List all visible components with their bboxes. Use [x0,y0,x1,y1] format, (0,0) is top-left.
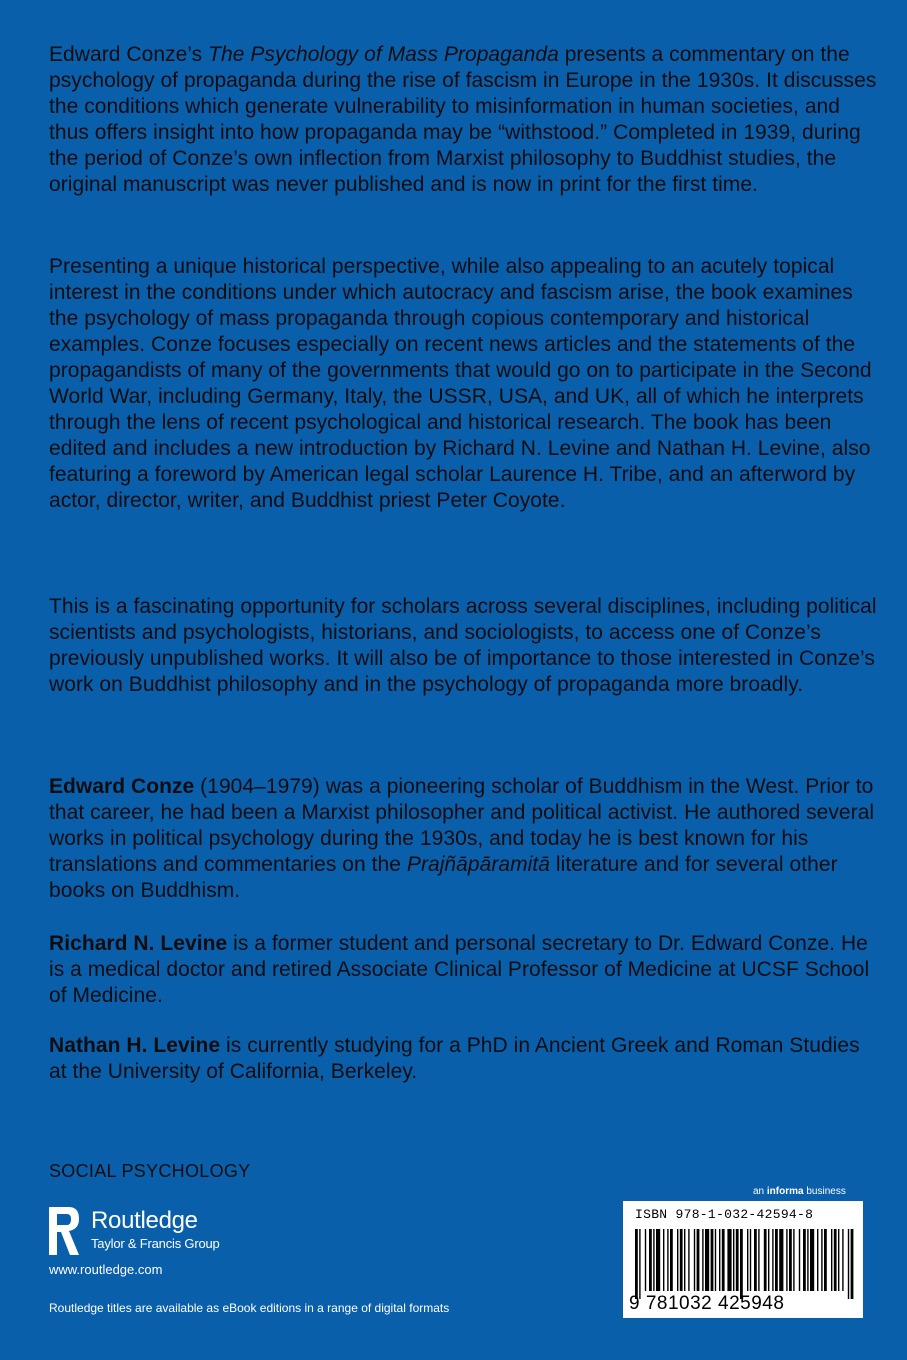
barcode-bar [848,1229,849,1299]
barcode-bar [842,1229,843,1291]
barcode-bar [793,1229,794,1291]
barcode-bar [667,1229,668,1291]
barcode-bar [810,1229,814,1291]
barcode-bar [715,1229,716,1291]
barcode-bar [824,1229,827,1291]
barcode-bar [803,1229,806,1291]
informa-post: business [803,1186,846,1197]
bio-italic-term: Prajñāpāramitā [406,853,550,876]
bio-text: is a former student and personal secretary to Dr. Edward Conze. He is a medical doctor and retired Associate Clinical Professor of Medicine at UCSF School of Medicine. [49,932,870,1007]
barcode-bar [747,1229,748,1291]
p1-body: presents a commentary on the psychology of propaganda during the rise of fascism in Europe in the 1930s. It discusses the conditions which generate vulnerability to misinformation in human societies, and thus offers insight into how propaganda may be “withstood.” Completed in 1939, during the period of Conze’s own inflection from Marxist philosophy to Buddhist studies, the original manuscript was never published and is now in print for the first time. [49,43,877,196]
bio-edward-conze [49,774,879,904]
barcode-bar [821,1229,822,1291]
barcode-bar [702,1229,703,1291]
barcode-bar [838,1229,839,1291]
book-title: The Psychology of Mass Propaganda [208,43,559,66]
ebook-note: Routledge titles are available as eBook editions in a range of digital formats [49,1301,450,1315]
bio-text: is currently studying for a PhD in Ancient Greek and Roman Studies at the University of California, Berkeley. [49,1034,860,1083]
barcode-bar [736,1229,739,1291]
barcode-bar [684,1229,685,1291]
barcode-bar [653,1229,654,1291]
informa-pre: an [753,1186,767,1197]
barcode-bar [697,1229,700,1291]
bio-name: Nathan H. Levine [49,1034,221,1057]
routledge-logo [43,1205,283,1257]
barcode-bar [764,1229,767,1291]
publisher-group: Taylor & Francis Group [91,1236,220,1251]
publisher-name: Routledge [91,1207,198,1234]
bio-text: (1904–1979) was a pioneering scholar of Buddhism in the West. Prior to that career, he had been a Marxist philosopher and political activist. He authored several works in political psychology during the 1930s, and today he is best known for his translations and commentaries on the [49,775,875,876]
barcode-bar [779,1229,783,1291]
barcode-bar [775,1229,778,1291]
bio-name: Richard N. Levine [49,932,228,955]
routledge-logo-icon [43,1205,83,1257]
barcode-bar [754,1229,757,1291]
barcode-bar [635,1229,638,1299]
barcode-bar [649,1229,652,1291]
isbn-barcode [623,1201,863,1318]
p3-text: This is a fascinating opportunity for scholars across several disciplines, including political scientists and psychologists, historians, and sociologists, to access one of Conze’s previously unpublished works. It will also be of importance to those interested in Conze’s work on Buddhist philosophy and in the psychology of propaganda more broadly. [49,595,877,696]
barcode-bar [817,1229,818,1291]
p2-text: Presenting a unique historical perspective, while also appealing to an acutely topical interest in the conditions under which autocracy and fascism arise, the book examines the psychology of mass propaganda through copious contemporary and historical examples. Conze focuses especially on recent news articles and the statements of the propagandists of many of the governments that would go on to participate in the Second World War, including Germany, Italy, the USSR, USA, and UK, all of which he interprets through the lens of recent psychological and historical research. The book has been edited and includes a new introduction by Richard N. Levine and Nathan H. Levine, also featuring a foreword by American legal scholar Laurence H. Tribe, and an afterword by actor, director, writer, and Buddhist priest Peter Coyote. [49,255,872,512]
barcode-bar [807,1229,808,1291]
barcode-bar [656,1229,660,1291]
bio-text-end: literature and for several other books on Buddhism. [49,853,838,902]
informa-bold: informa [766,1186,804,1197]
description-paragraph-3 [49,594,879,698]
barcode-bar [768,1229,769,1291]
barcode-bar [663,1229,664,1291]
barcode-bar [772,1229,773,1291]
barcode-digits: 9 781032 425948 [629,1293,785,1314]
barcode-bar [719,1229,720,1291]
barcode-bar [670,1229,673,1291]
barcode-bar [711,1229,714,1291]
barcode-bar [799,1229,800,1291]
barcode-bar [727,1229,731,1291]
barcode-bar [680,1229,683,1291]
barcode-bar [639,1229,640,1299]
bio-name: Edward Conze [49,775,195,798]
barcode-bar [740,1229,743,1299]
description-paragraph-1 [49,42,879,198]
description-paragraph-2 [49,254,879,514]
barcode-bar [851,1229,854,1299]
barcode-bar [786,1229,787,1291]
bio-richard-levine [49,931,879,1009]
publisher-website: www.routledge.com [49,1262,163,1277]
logo-vertical-text: ROUTLEDGE [41,1221,47,1253]
barcode-bar [750,1229,751,1291]
barcode-bar [831,1229,832,1291]
barcode-bar [694,1229,695,1291]
barcode-bar [688,1229,689,1291]
barcode-bar [705,1229,709,1291]
bio-nathan-levine [49,1033,879,1085]
barcode-bar [722,1229,725,1291]
isbn-label: ISBN 978-1-032-42594-8 [635,1207,814,1222]
barcode-bar [645,1229,646,1291]
barcode-bar [834,1229,837,1291]
p1-intro: Edward Conze’s [49,43,209,66]
barcode-bar [758,1229,759,1291]
barcode-bar [789,1229,792,1291]
barcode-bar [733,1229,734,1291]
subject-category: SOCIAL PSYCHOLOGY [49,1161,251,1181]
informa-business-tag [753,1186,846,1197]
barcode-bar [677,1229,678,1291]
barcode-icon [629,1229,857,1299]
